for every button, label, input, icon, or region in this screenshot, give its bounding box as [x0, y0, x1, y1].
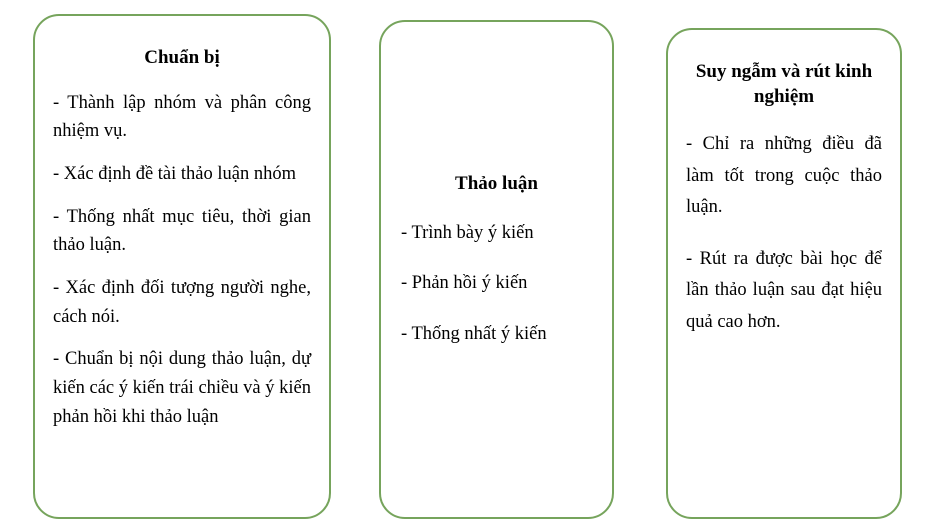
card-preparation-line-1: - Thành lập nhóm và phân công nhiệm vụ. [53, 92, 311, 142]
card-preparation-line-4: - Xác định đối tượng người nghe, cách nói. [53, 278, 311, 327]
card-discussion-line-3: - Thống nhất ý kiến [401, 324, 547, 345]
card-discussion-body [399, 219, 594, 349]
card-discussion-line-1: - Trình bày ý kiến [401, 222, 534, 243]
card-reflection-line-1: - Chỉ ra những điều đã làm tốt trong cuộc thảo luận. [686, 134, 882, 218]
card-reflection-body [686, 129, 882, 338]
card-discussion-line-2: - Phản hồi ý kiến [401, 273, 528, 294]
card-preparation-line-2: - Xác định đề tài thảo luận nhóm [53, 164, 297, 185]
card-reflection [666, 28, 902, 519]
card-discussion [379, 20, 614, 519]
card-discussion-title: Thảo luận [455, 173, 538, 194]
card-reflection-line-2: - Rút ra được bài học để lần thảo luận sau đạt hiệu quả cao hơn. [686, 248, 882, 332]
card-reflection-title: Suy ngẫm và rút kinh nghiệm [695, 61, 873, 107]
card-preparation-line-5: - Chuẩn bị nội dung thảo luận, dự kiến các ý kiến trái chiều và ý kiến phản hồi khi thảo luận [53, 349, 311, 427]
card-preparation-line-3: - Thống nhất mục tiêu, thời gian thảo luận. [53, 206, 311, 256]
card-preparation [33, 14, 331, 519]
card-preparation-body [53, 89, 311, 432]
card-preparation-title: Chuẩn bị [144, 47, 220, 68]
